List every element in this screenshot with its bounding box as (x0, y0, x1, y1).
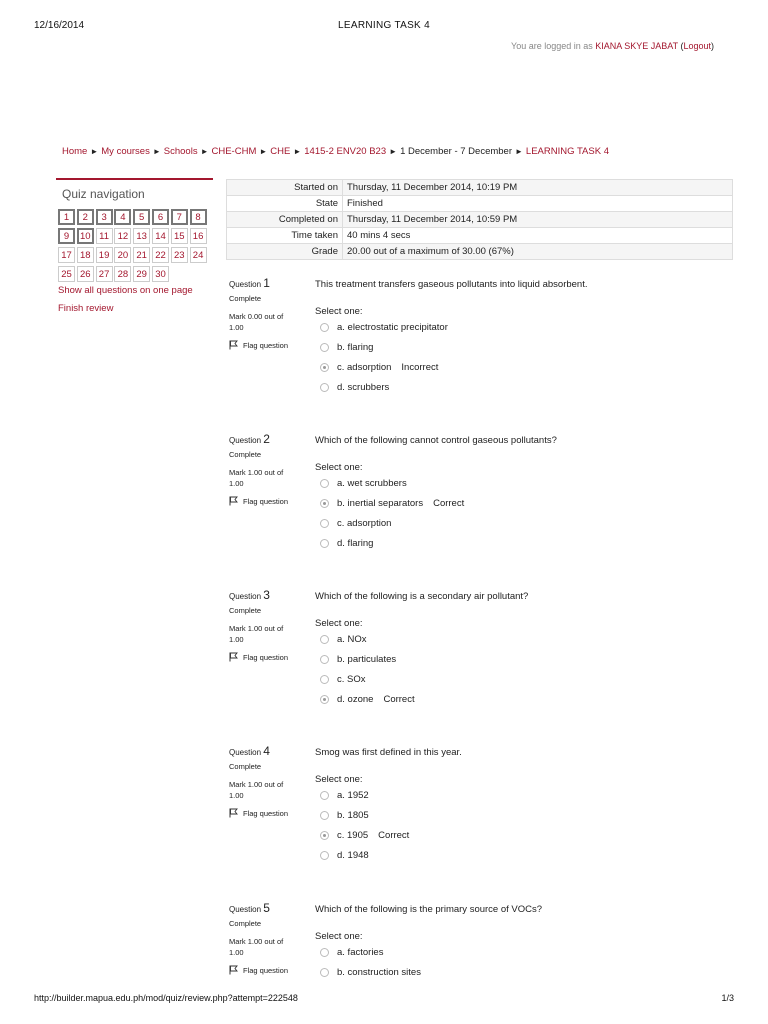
summary-label: Grade (227, 244, 343, 260)
question-state: Complete (229, 606, 262, 615)
answer-option[interactable]: d. 1948 (320, 845, 735, 865)
question-number: Question 1 (229, 276, 270, 290)
answer-feedback: Correct (433, 497, 465, 509)
question-content (315, 435, 735, 553)
question-button-21[interactable]: 21 (133, 247, 150, 263)
summary-row (227, 196, 733, 212)
finish-review-link[interactable]: Finish review (58, 303, 114, 314)
answer-option[interactable]: a. factories (320, 942, 735, 962)
logout-link[interactable]: Logout (683, 41, 711, 51)
flag-icon (229, 808, 238, 818)
breadcrumb-separator: ► (293, 147, 302, 156)
radio-button[interactable] (320, 655, 329, 664)
radio-button[interactable] (320, 519, 329, 528)
question-info (229, 432, 309, 506)
question-button-27[interactable]: 27 (96, 266, 113, 282)
summary-value: Thursday, 11 December 2014, 10:19 PM (343, 180, 733, 196)
question-button-28[interactable]: 28 (114, 266, 131, 282)
breadcrumb-separator: ► (200, 147, 209, 156)
question-grade: Mark 0.00 out of 1.00 (229, 312, 284, 332)
print-date: 12/16/2014 (34, 20, 85, 31)
summary-value: 20.00 out of a maximum of 30.00 (67%) (343, 244, 733, 260)
flag-question-label: Flag question (243, 340, 289, 350)
user-profile-link[interactable]: KIANA SKYE JABAT (595, 41, 678, 51)
question-info (229, 276, 309, 350)
flag-icon (229, 965, 238, 975)
breadcrumb-course[interactable]: 1415-2 ENV20 B23 (304, 146, 387, 157)
radio-button[interactable] (320, 811, 329, 820)
breadcrumb-week: 1 December - 7 December (400, 146, 512, 157)
question-button-14[interactable]: 14 (152, 228, 169, 244)
answer-option[interactable]: b. inertial separators Correct (320, 493, 735, 513)
question-text: Which of the following is a secondary air pollutant? (315, 591, 529, 602)
answer-feedback: Incorrect (401, 361, 439, 373)
question-text: Which of the following cannot control gaseous pollutants? (315, 435, 557, 446)
question-grade: Mark 1.00 out of 1.00 (229, 624, 284, 644)
answer-option[interactable]: b. particulates (320, 649, 735, 669)
question-button-22[interactable]: 22 (152, 247, 169, 263)
answer-option[interactable]: c. SOx (320, 669, 735, 689)
breadcrumb-learning-task[interactable]: LEARNING TASK 4 (525, 146, 609, 157)
question-button-5[interactable]: 5 (133, 209, 150, 225)
question-button-23[interactable]: 23 (171, 247, 188, 263)
radio-button[interactable] (320, 539, 329, 548)
radio-button-selected[interactable] (320, 363, 329, 372)
radio-button[interactable] (320, 479, 329, 488)
question-button-19[interactable]: 19 (96, 247, 113, 263)
summary-label: Completed on (227, 212, 343, 228)
question-button-25[interactable]: 25 (58, 266, 75, 282)
print-title: LEARNING TASK 4 (338, 20, 430, 31)
summary-row (227, 244, 733, 260)
summary-row (227, 212, 733, 228)
breadcrumb-separator: ► (90, 147, 99, 156)
flag-icon (229, 496, 238, 506)
select-one-label: Select one: (315, 306, 363, 317)
radio-button[interactable] (320, 635, 329, 644)
question-grade: Mark 1.00 out of 1.00 (229, 937, 284, 957)
question-button-16[interactable]: 16 (190, 228, 207, 244)
radio-button-selected[interactable] (320, 695, 329, 704)
select-one-label: Select one: (315, 931, 363, 942)
login-info: You are logged in as KIANA SKYE JABAT (Logout) (511, 41, 714, 51)
answer-option[interactable]: c. adsorption (320, 513, 735, 533)
show-all-questions-link[interactable]: Show all questions on one page (58, 285, 193, 296)
question-button-7[interactable]: 7 (171, 209, 188, 225)
answer-option[interactable]: a. NOx (320, 629, 735, 649)
question-number: Question 5 (229, 901, 270, 915)
breadcrumb-separator: ► (259, 147, 268, 156)
question-button-9[interactable]: 9 (58, 228, 75, 244)
question-button-29[interactable]: 29 (133, 266, 150, 282)
summary-value: 40 mins 4 secs (343, 228, 733, 244)
answer-feedback: Correct (383, 693, 415, 705)
breadcrumb-my-courses[interactable]: My courses (101, 146, 150, 157)
breadcrumb-home[interactable]: Home (62, 146, 88, 157)
radio-button[interactable] (320, 675, 329, 684)
question-content (315, 279, 735, 397)
flag-question-label: Flag question (243, 808, 289, 818)
breadcrumb-che[interactable]: CHE (270, 146, 291, 157)
answer-option[interactable]: b. construction sites (320, 962, 735, 982)
flag-question-toggle[interactable] (229, 965, 309, 975)
radio-button[interactable] (320, 323, 329, 332)
question-button-2[interactable]: 2 (77, 209, 94, 225)
breadcrumb-che-chm[interactable]: CHE-CHM (211, 146, 257, 157)
question-button-4[interactable]: 4 (114, 209, 131, 225)
answer-option[interactable]: d. flaring (320, 533, 735, 553)
flag-question-label: Flag question (243, 965, 289, 975)
summary-label: State (227, 196, 343, 212)
radio-button[interactable] (320, 968, 329, 977)
question-button-12[interactable]: 12 (114, 228, 131, 244)
question-info (229, 744, 309, 818)
breadcrumb (62, 146, 609, 157)
radio-button[interactable] (320, 383, 329, 392)
breadcrumb-separator: ► (515, 147, 523, 156)
question-button-26[interactable]: 26 (77, 266, 94, 282)
answer-option[interactable]: a. 1952 (320, 785, 735, 805)
flag-question-toggle[interactable] (229, 808, 309, 818)
flag-question-toggle[interactable] (229, 340, 309, 350)
question-number: Question 4 (229, 744, 270, 758)
radio-button-selected[interactable] (320, 499, 329, 508)
quiz-navigation-title: Quiz navigation (62, 187, 145, 201)
question-text: Which of the following is the primary source of VOCs? (315, 904, 543, 915)
question-state: Complete (229, 762, 262, 771)
answer-option[interactable]: d. scrubbers (320, 377, 735, 397)
flag-icon (229, 340, 238, 350)
question-grade: Mark 1.00 out of 1.00 (229, 780, 284, 800)
radio-button-selected[interactable] (320, 831, 329, 840)
question-button-24[interactable]: 24 (190, 247, 207, 263)
flag-question-toggle[interactable] (229, 652, 309, 662)
summary-label: Started on (227, 180, 343, 196)
question-content (315, 591, 735, 709)
question-state: Complete (229, 450, 262, 459)
answer-option[interactable]: c. 1905 Correct (320, 825, 735, 845)
question-button-10[interactable]: 10 (77, 228, 94, 244)
answer-option[interactable]: c. adsorption Incorrect (320, 357, 735, 377)
select-one-label: Select one: (315, 774, 363, 785)
question-state: Complete (229, 294, 262, 303)
select-one-label: Select one: (315, 618, 363, 629)
question-button-30[interactable]: 30 (152, 266, 169, 282)
summary-value: Finished (343, 196, 733, 212)
question-button-3[interactable]: 3 (96, 209, 113, 225)
answer-option[interactable]: d. ozone Correct (320, 689, 735, 709)
radio-button[interactable] (320, 343, 329, 352)
answer-option[interactable]: b. flaring (320, 337, 735, 357)
question-number: Question 2 (229, 432, 270, 446)
question-state: Complete (229, 919, 262, 928)
quiz-navigation-block (56, 178, 213, 314)
select-one-label: Select one: (315, 462, 363, 473)
attempt-summary-table (226, 179, 733, 260)
answer-option[interactable]: a. electrostatic precipitator (320, 317, 735, 337)
breadcrumb-separator: ► (389, 147, 398, 156)
radio-button[interactable] (320, 851, 329, 860)
question-grade: Mark 1.00 out of 1.00 (229, 468, 284, 488)
question-button-17[interactable]: 17 (58, 247, 75, 263)
flag-question-label: Flag question (243, 652, 289, 662)
print-url: http://builder.mapua.edu.ph/mod/quiz/review.php?attempt=222548 (34, 993, 298, 1003)
question-content (315, 747, 735, 865)
answer-option[interactable]: a. wet scrubbers (320, 473, 735, 493)
summary-row (227, 228, 733, 244)
question-text: This treatment transfers gaseous pollutants into liquid absorbent. (315, 279, 588, 290)
question-number: Question 3 (229, 588, 270, 602)
print-page-number: 1/3 (721, 993, 734, 1003)
breadcrumb-separator: ► (152, 147, 161, 156)
question-content (315, 904, 735, 982)
question-info (229, 588, 309, 662)
summary-value: Thursday, 11 December 2014, 10:59 PM (343, 212, 733, 228)
breadcrumb-schools[interactable]: Schools (163, 146, 198, 157)
question-button-1[interactable]: 1 (58, 209, 75, 225)
question-button-15[interactable]: 15 (171, 228, 188, 244)
question-text: Smog was first defined in this year. (315, 747, 462, 758)
question-button-8[interactable]: 8 (190, 209, 207, 225)
question-button-18[interactable]: 18 (77, 247, 94, 263)
login-prefix: You are logged in as (511, 41, 596, 51)
question-info (229, 901, 309, 975)
flag-question-toggle[interactable] (229, 496, 309, 506)
summary-label: Time taken (227, 228, 343, 244)
answer-feedback: Correct (378, 829, 410, 841)
flag-icon (229, 652, 238, 662)
flag-question-label: Flag question (243, 496, 289, 506)
answer-option[interactable]: b. 1805 (320, 805, 735, 825)
question-button-6[interactable]: 6 (152, 209, 169, 225)
question-button-13[interactable]: 13 (133, 228, 150, 244)
question-button-11[interactable]: 11 (96, 228, 113, 244)
question-buttons-grid (56, 209, 210, 285)
radio-button[interactable] (320, 948, 329, 957)
question-button-20[interactable]: 20 (114, 247, 131, 263)
summary-row (227, 180, 733, 196)
radio-button[interactable] (320, 791, 329, 800)
